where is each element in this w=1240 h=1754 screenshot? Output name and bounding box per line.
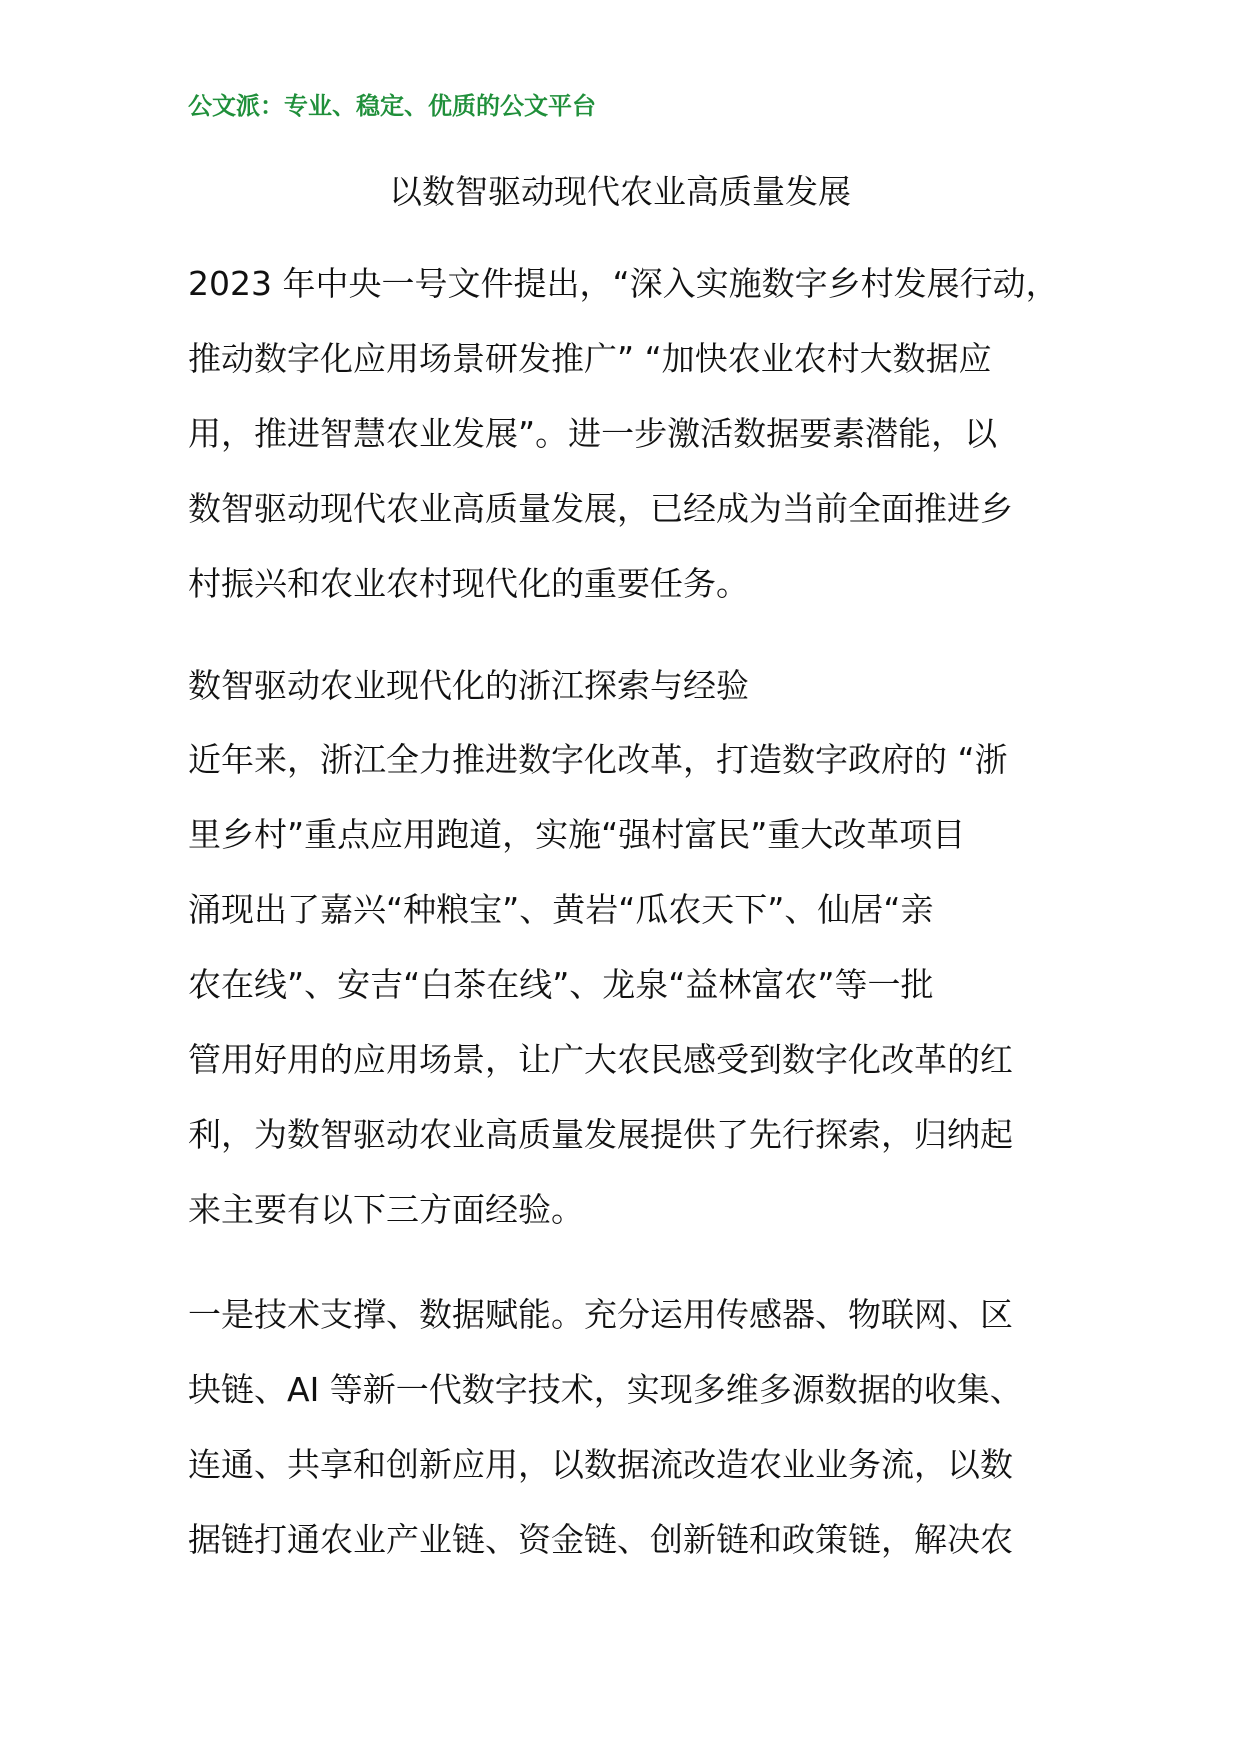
paragraph-line: 来主要有以下三方面经验。 [188,1190,584,1229]
paragraph-line: 2023 年中央一号文件提出，“深入实施数字乡村发展行动， [188,264,1059,303]
paragraph-line: 近年来，浙江全力推进数字化改革，打造数字政府的 “浙 [188,740,1008,779]
paragraph-line: 管用好用的应用场景，让广大农民感受到数字化改革的红 [188,1040,1013,1079]
paragraph-line: 用，推进智慧农业发展”。进一步激活数据要素潜能，以 [188,414,998,453]
paragraph-line: 据链打通农业产业链、资金链、创新链和政策链，解决农 [188,1520,1013,1559]
paragraph-zhejiang [188,722,1078,1247]
paragraph-line: 涌现出了嘉兴“种粮宝”、黄岩“瓜农天下”、仙居“亲 [188,890,934,929]
document-title: 以数智驱动现代农业高质量发展 [389,172,851,211]
paragraph-intro [188,246,1078,621]
paragraph-tech-support [188,1277,1078,1577]
paragraph-line: 利，为数智驱动农业高质量发展提供了先行探索，归纳起 [188,1115,1013,1154]
paragraph-line: 一是技术支撑、数据赋能。充分运用传感器、物联网、区 [188,1295,1013,1334]
paragraph-line: 推动数字化应用场景研发推广” “加快农业农村大数据应 [188,339,992,378]
section-heading-text: 数智驱动农业现代化的浙江探索与经验 [188,666,749,705]
header-brand-text: 公文派：专业、稳定、优质的公文平台 [188,92,596,120]
paragraph-line: 连通、共享和创新应用，以数据流改造农业业务流，以数 [188,1445,1013,1484]
paragraph-line: 数智驱动现代农业高质量发展，已经成为当前全面推进乡 [188,489,1013,528]
section-heading [188,648,1078,723]
paragraph-line: 里乡村”重点应用跑道，实施“强村富民”重大改革项目 [188,815,966,854]
paragraph-line: 块链、AI 等新一代数字技术，实现多维多源数据的收集、 [188,1370,1023,1409]
paragraph-line: 农在线”、安吉“白茶在线”、龙泉“益林富农”等一批 [188,965,934,1004]
paragraph-line: 村振兴和农业农村现代化的重要任务。 [188,564,749,603]
